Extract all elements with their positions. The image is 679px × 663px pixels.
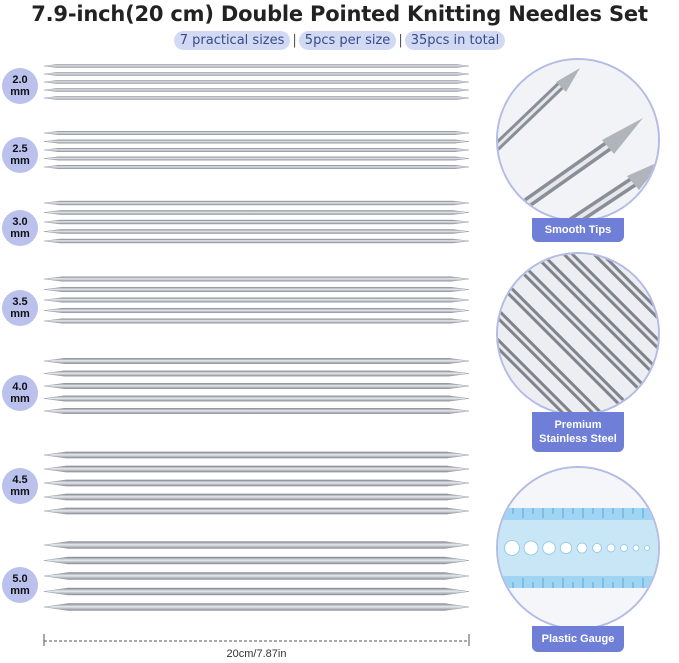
size-unit: mm	[10, 393, 30, 405]
needle	[44, 287, 469, 292]
needle	[44, 165, 469, 168]
needle	[44, 396, 469, 401]
size-badge-2-5	[2, 137, 38, 173]
needle	[44, 239, 469, 243]
steel-closeup-image	[496, 252, 660, 416]
needle	[44, 140, 469, 143]
needle	[44, 588, 469, 595]
size-unit: mm	[10, 486, 30, 498]
size-value: 4.5	[12, 474, 28, 486]
needle	[44, 97, 469, 100]
size-unit: mm	[10, 228, 30, 240]
needle	[44, 131, 469, 134]
needle	[44, 81, 469, 84]
needle	[44, 383, 469, 388]
size-badge-3-5	[2, 290, 38, 326]
needle	[44, 319, 469, 324]
feature-label-plastic-gauge: Plastic Gauge	[532, 626, 624, 652]
tag-separator: |	[398, 33, 403, 48]
needle	[44, 73, 469, 76]
needle-group-2-0	[44, 65, 469, 100]
size-unit: mm	[10, 308, 30, 320]
size-value: 3.0	[12, 216, 28, 228]
needle	[44, 508, 469, 514]
needle	[44, 557, 469, 564]
sizes-tag: 7 practical sizes	[174, 31, 291, 50]
size-badge-5-0	[2, 567, 38, 603]
size-value: 2.0	[12, 74, 28, 86]
size-badge-4-0	[2, 375, 38, 411]
needle	[44, 358, 469, 363]
size-badge-4-5	[2, 468, 38, 504]
size-badge-3-0	[2, 210, 38, 246]
tag-separator: |	[292, 33, 297, 48]
page-title: 7.9-inch(20 cm) Double Pointed Knitting Needles Set	[31, 2, 648, 26]
needle	[44, 604, 469, 611]
needle	[44, 480, 469, 486]
needle	[44, 89, 469, 92]
needle	[44, 220, 469, 224]
needle	[44, 452, 469, 458]
feature-label-line: Stainless Steel	[539, 433, 617, 445]
needle	[44, 494, 469, 500]
size-value: 3.5	[12, 296, 28, 308]
needle	[44, 371, 469, 376]
feature-label-stainless-steel	[532, 412, 624, 452]
needle	[44, 542, 469, 549]
feature-plastic-gauge	[496, 466, 660, 654]
size-unit: mm	[10, 585, 30, 597]
needle	[44, 148, 469, 151]
feature-smooth-tips	[496, 58, 660, 242]
needle-group-3-5	[44, 277, 469, 324]
needle	[44, 65, 469, 68]
needle-group-2-5	[44, 131, 469, 168]
needle	[44, 298, 469, 303]
feature-stainless-steel	[496, 252, 660, 452]
per-size-tag: 5pcs per size	[299, 31, 397, 50]
needle-group-4-0	[44, 358, 469, 413]
size-unit: mm	[10, 86, 30, 98]
needle	[44, 211, 469, 215]
size-value: 5.0	[12, 573, 28, 585]
feature-label-line: Premium	[554, 419, 602, 431]
needle-group-4-5	[44, 452, 469, 514]
size-value: 4.0	[12, 381, 28, 393]
total-tag: 35pcs in total	[405, 31, 506, 50]
size-badge-2-0	[2, 68, 38, 104]
needle	[44, 408, 469, 413]
needle	[44, 201, 469, 205]
feature-label-smooth-tips: Smooth Tips	[532, 218, 624, 242]
needle	[44, 573, 469, 580]
size-unit: mm	[10, 155, 30, 167]
measurement-bracket	[44, 634, 469, 646]
needle	[44, 157, 469, 160]
gauge-closeup-image	[496, 466, 660, 630]
tips-closeup-image	[496, 58, 660, 222]
needle-group-3-0	[44, 201, 469, 243]
needle	[44, 277, 469, 282]
needle-group-5-0	[44, 542, 469, 611]
needle	[44, 466, 469, 472]
needle	[44, 308, 469, 313]
length-measurement: 20cm/7.87in	[226, 648, 287, 660]
size-value: 2.5	[12, 143, 28, 155]
needle	[44, 230, 469, 234]
